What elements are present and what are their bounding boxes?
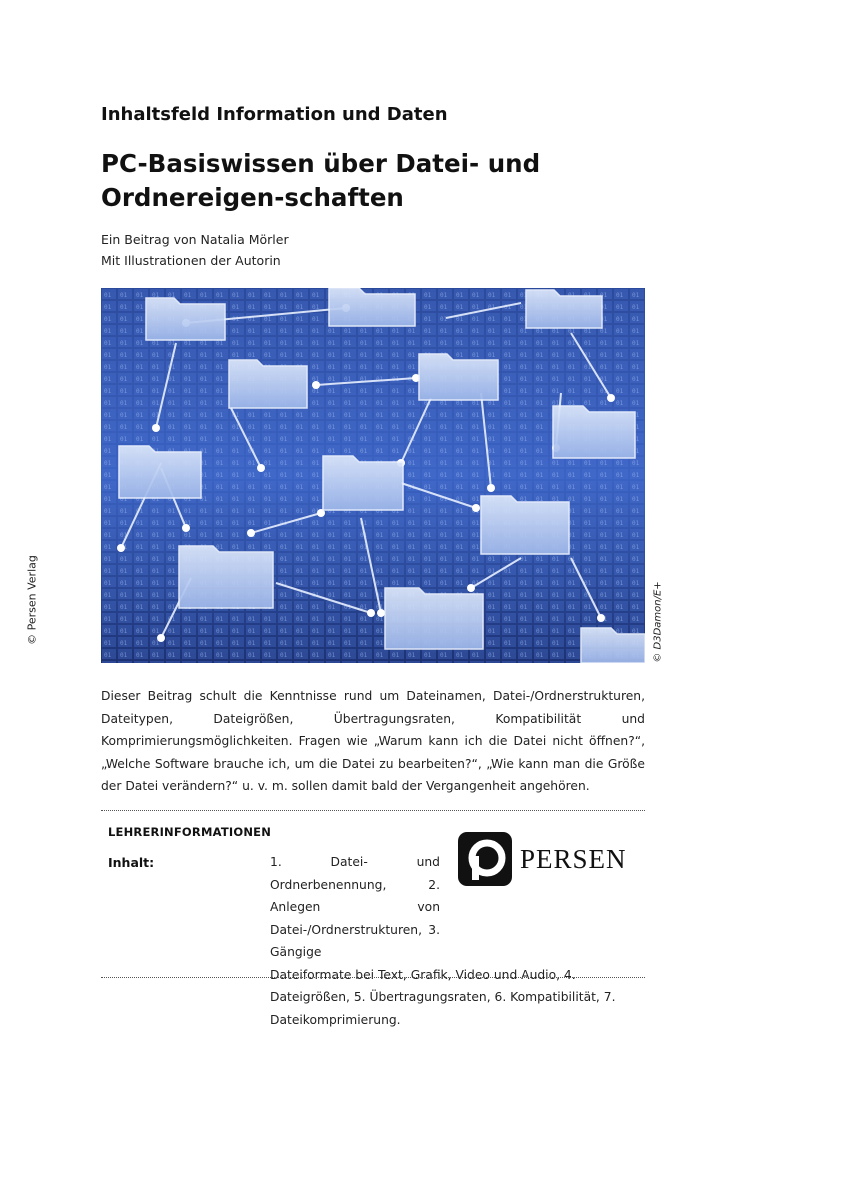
persen-logo — [458, 832, 628, 888]
intro-paragraph: Dieser Beitrag schult die Kenntnisse rund um Dateinamen, Datei-/Ordnerstrukturen, Dateitypen, Dateigrößen, Übertragungsraten, Kompatibilität und Komprimierungsmöglichkeiten. Fragen wie „Warum kann ich die Datei nicht öffnen?“, „Welche Software brauche ich, um die Datei zu bearbeiten?“, „Wie kann man die Größe der Datei verändern?“ u. v. m. sollen damit bald der Vergangenheit angehören. — [101, 689, 645, 793]
persen-logo-icon — [458, 832, 628, 888]
logo-text: PERSEN — [520, 844, 627, 874]
page-title: PC-Basiswissen über Datei- und Ordnereigen-schaften — [101, 149, 541, 212]
hero-image — [101, 288, 645, 663]
folder-network-illustration — [101, 288, 645, 663]
bottom-divider — [101, 977, 645, 978]
byline — [101, 229, 289, 271]
content-label: Inhalt: — [108, 855, 155, 870]
illustration-line: Mit Illustrationen der Autorin — [101, 253, 281, 268]
content-text-rest: Dateiformate bei Text, Grafik, Video und Audio, 4. Dateigrößen, 5. Übertragungsraten, 6. Kompatibilität, 7. Dateikomprimierung. — [270, 967, 616, 1027]
copyright-left: © Persen Verlag — [25, 555, 39, 645]
info-heading: LEHRERINFORMATIONEN — [108, 825, 272, 839]
author-line: Ein Beitrag von Natalia Mörler — [101, 232, 289, 247]
section-heading: Inhaltsfeld Information und Daten — [101, 104, 448, 125]
image-credit: © D3Damon/E+ — [652, 581, 664, 663]
content-text-narrow: 1. Datei- und Ordnerbenennung, 2. Anlegen von Datei-/Ordnerstrukturen, 3. Gängige — [270, 855, 440, 959]
top-divider — [101, 810, 645, 811]
